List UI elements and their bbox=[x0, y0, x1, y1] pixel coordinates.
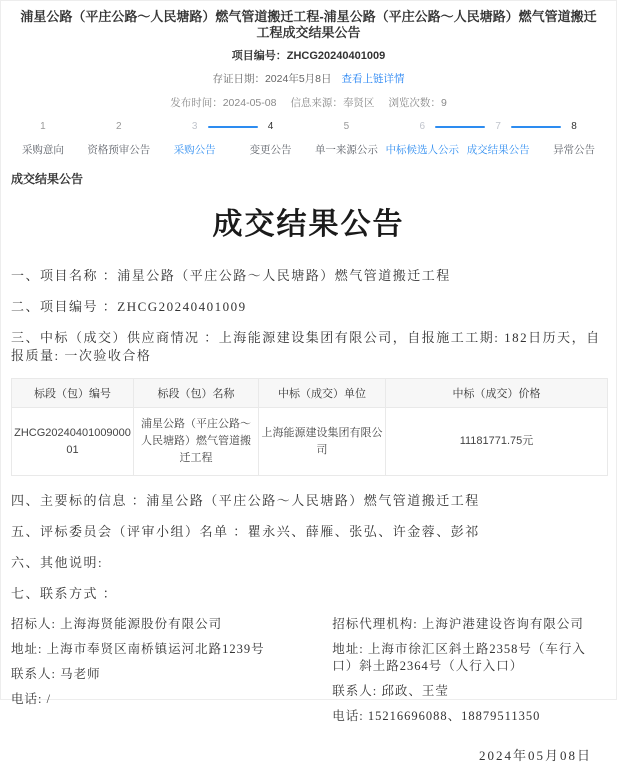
agency-address: 地址: 上海市徐汇区斜土路2358号（车行入口）斜土路2364号（人行入口） bbox=[332, 642, 586, 673]
step-number: 5 bbox=[343, 121, 350, 132]
cell-winning-unit: 上海能源建设集团有限公司 bbox=[259, 408, 386, 476]
agency-phone: 电话: 15216696088、18879511350 bbox=[332, 709, 541, 723]
col-header-winning-unit: 中标（成交）单位 bbox=[259, 379, 386, 408]
cert-date-row bbox=[1, 71, 616, 86]
contact-block bbox=[11, 616, 606, 733]
step-5-single-source-publicity bbox=[309, 120, 385, 157]
step-2-prequalification-notice bbox=[81, 120, 157, 157]
cert-date-label: 存证日期： bbox=[212, 73, 265, 85]
section-subject-info: 四、主要标的信息 ：浦星公路（平庄公路～人民塘路）燃气管道搬迁工程 bbox=[11, 493, 480, 508]
cell-lot-name: 浦星公路（平庄公路～人民塘路）燃气管道搬迁工程 bbox=[134, 408, 259, 476]
step-7-result-notice[interactable] bbox=[460, 120, 536, 157]
step-label: 资格预审公告 bbox=[87, 144, 151, 156]
step-number: 2 bbox=[116, 121, 122, 132]
step-4-change-notice bbox=[233, 120, 309, 157]
col-header-winning-price: 中标（成交）价格 bbox=[386, 379, 608, 408]
step-8-abnormal-notice bbox=[536, 120, 612, 157]
step-label[interactable]: 采购公告 bbox=[173, 144, 216, 156]
step-1-procurement-intent bbox=[5, 120, 81, 157]
tenderer-name: 招标人: 上海海贤能源股份有限公司 bbox=[11, 617, 223, 631]
step-label: 异常公告 bbox=[553, 144, 596, 156]
publish-info-row bbox=[1, 95, 616, 110]
table-header-row bbox=[12, 379, 608, 408]
project-number-label: 项目编号： bbox=[231, 50, 287, 62]
step-number: 8 bbox=[571, 121, 577, 132]
section-label: 成交结果公告 bbox=[11, 172, 84, 186]
section-other-notes: 六、其他说明: bbox=[11, 555, 104, 570]
views-value: 9 bbox=[440, 97, 447, 109]
tenderer-phone: 电话: / bbox=[11, 692, 52, 706]
cell-winning-price: 11181771.75元 bbox=[386, 408, 608, 476]
step-label: 采购意向 bbox=[21, 144, 64, 156]
section-winning-supplier: 三、中标（成交）供应商情况 ：上海能源建设集团有限公司，自报施工工期: 182日历天，自报质量: 一次验收合格 bbox=[11, 330, 601, 363]
step-number: 6 bbox=[419, 121, 426, 132]
agency-name: 招标代理机构: 上海沪港建设咨询有限公司 bbox=[332, 617, 584, 631]
step-label: 变更公告 bbox=[249, 144, 292, 156]
agency-contact bbox=[332, 616, 606, 733]
step-label: 单一来源公示 bbox=[314, 144, 378, 156]
agency-contact-person: 联系人: 邱政、王莹 bbox=[332, 684, 449, 698]
step-number: 3 bbox=[191, 121, 198, 132]
col-header-lot-number: 标段（包）编号 bbox=[12, 379, 134, 408]
step-6-candidate-publicity[interactable] bbox=[384, 120, 460, 157]
project-number-row bbox=[1, 47, 616, 63]
cell-lot-number: ZHCG2024040100900001 bbox=[12, 408, 134, 476]
col-header-lot-name: 标段（包）名称 bbox=[134, 379, 259, 408]
publish-time-label: 发布时间： bbox=[170, 97, 223, 109]
table-row bbox=[12, 408, 608, 476]
step-label[interactable]: 成交结果公告 bbox=[466, 144, 530, 156]
announcement-date: 2024年05月08日 bbox=[478, 748, 592, 763]
tenderer-contact bbox=[11, 616, 332, 733]
step-3-procurement-notice[interactable] bbox=[157, 120, 233, 157]
source-value: 奉贤区 bbox=[342, 97, 375, 109]
section-project-number: 二、项目编号 ：ZHCG20240401009 bbox=[11, 299, 247, 314]
section-contact-info: 七、联系方式 ： bbox=[11, 586, 118, 601]
step-number: 4 bbox=[267, 121, 274, 132]
bid-result-table bbox=[11, 378, 608, 476]
page-title: 浦星公路（平庄公路～人民塘路）燃气管道搬迁工程-浦星公路（平庄公路～人民塘路）燃气管道搬迁工程成交结果公告 bbox=[20, 9, 597, 40]
tenderer-contact-person: 联系人: 马老师 bbox=[11, 667, 101, 681]
view-chain-link[interactable]: 查看上链详情 bbox=[341, 73, 405, 85]
announcement-heading: 成交结果公告 bbox=[212, 208, 405, 241]
step-number: 7 bbox=[495, 121, 501, 132]
section-committee-list: 五、评标委员会（评审小组）名单 ：瞿永兴、薛雁、张弘、许金蓉、彭祁 bbox=[11, 524, 480, 539]
step-label[interactable]: 中标候选人公示 bbox=[385, 144, 460, 156]
publish-time-value: 2024-05-08 bbox=[222, 97, 277, 109]
views-label: 浏览次数： bbox=[388, 97, 441, 109]
source-label: 信息来源： bbox=[290, 97, 343, 109]
step-number: 1 bbox=[40, 121, 46, 132]
section-project-name: 一、项目名称 ：浦星公路（平庄公路～人民塘路）燃气管道搬迁工程 bbox=[11, 268, 451, 283]
project-number-value: ZHCG20240401009 bbox=[286, 50, 386, 62]
tenderer-address: 地址: 上海市奉贤区南桥镇运河北路1239号 bbox=[11, 642, 265, 656]
progress-steps bbox=[1, 120, 616, 157]
cert-date-value: 2024年5月8日 bbox=[264, 73, 332, 85]
